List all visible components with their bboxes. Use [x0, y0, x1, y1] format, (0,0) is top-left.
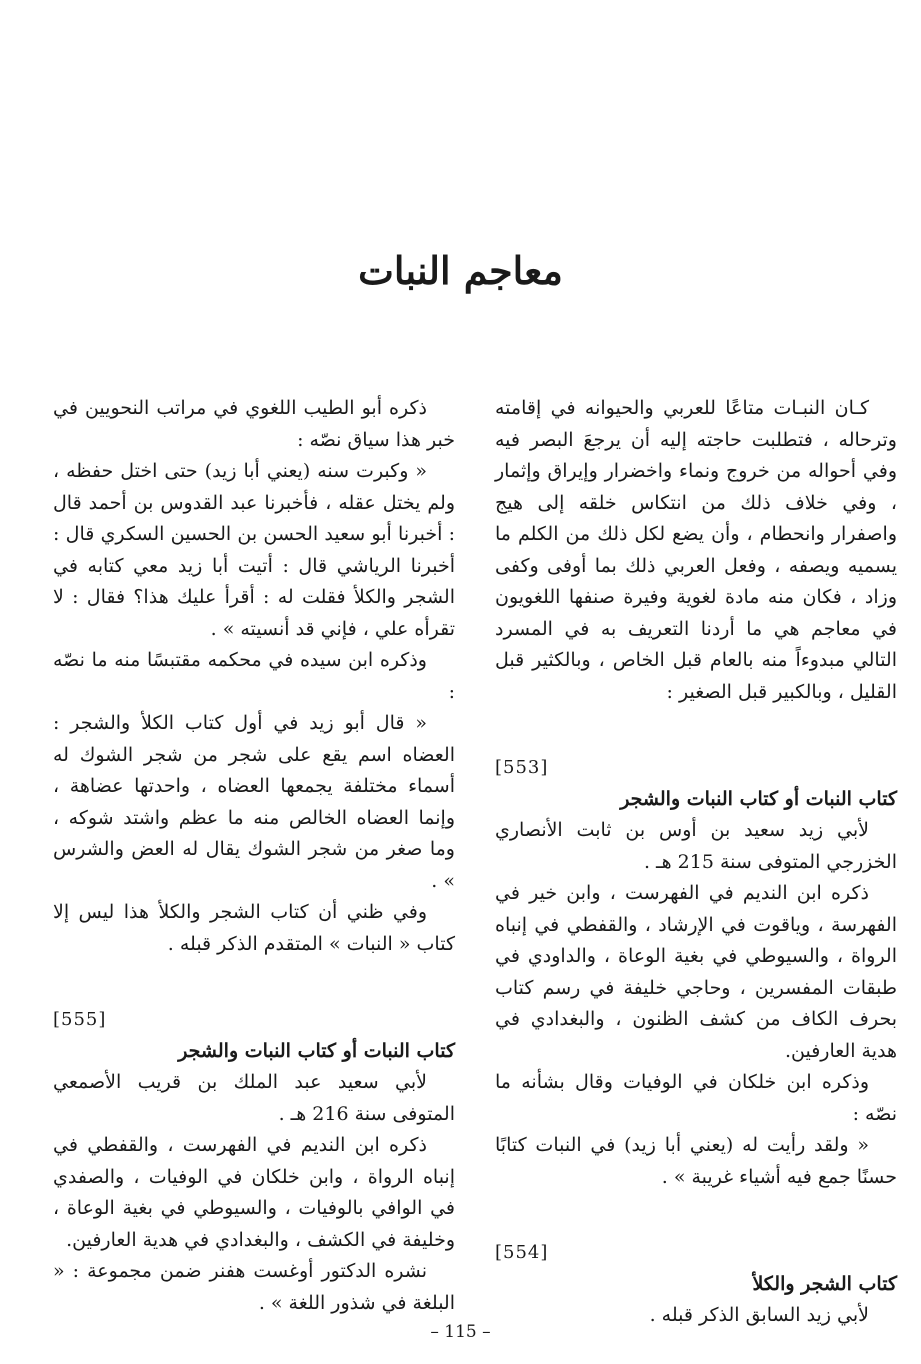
entry-author-555: لأبي سعيد عبد الملك بن قريب الأصمعي المتوفى سنة 216 هـ .: [53, 1071, 455, 1125]
entry-number-553: [553]: [495, 757, 549, 778]
entry-text-555-2: نشره الدكتور أوغست هفنر ضمن مجموعة : « البلغة في شذور اللغة » .: [53, 1260, 455, 1314]
intro-paragraph: كـان النبـات متاعًا للعربي والحيوانه في إقامته وترحاله ، فتطلبت حاجته إليه أن يرجعَ البصر فيه وفي أحواله من خروج ونماء واخضرار وإيراق وإثمار ، وفي خلاف ذلك من انتكاس خلقه إلى هيج واصفرار وانحطام ، وأن يضع لكل ذلك من الكلم ما يسميه ويصفه ، وفعل العربي ذلك بما أوفى وكفى وزاد ، فكان منه مادة لغوية وفيرة صنفها اللغويون في معاجم هي ما أردنا التعريف به في المسرد التالي مبدوءاً منه بالعام قبل الخاص ، وبالكثير قبل القليل ، وبالكبير قبل الصغير :: [495, 397, 897, 703]
entry-quote-553: « ولقد رأيت له (يعني أبا زيد) في النبات كتابًا حسنًا جمع فيه أشياء غريبة » .: [495, 1134, 897, 1188]
left-text-2: وذكره ابن سيده في محكمه مقتبسًا منه ما نصّه :: [53, 649, 455, 703]
entry-author-553: لأبي زيد سعيد بن أوس بن ثابت الأنصاري الخزرجي المتوفى سنة 215 هـ .: [495, 819, 897, 873]
left-column: [53, 393, 455, 1319]
entry-title-554: كتاب الشجر والكلأ: [752, 1272, 897, 1295]
entry-number-555: [555]: [53, 1009, 107, 1030]
left-quote-1: « وكبرت سنه (يعني أبا زيد) حتى اختل حفظه ، ولم يختل عقله ، فأخبرنا عبد القدوس بن أحمد قال : أخبرنا أبو سعيد الحسن بن الحسين السكري قال : أخبرنا الرياشي قال : أتيت أبا زيد معي كتابه في الشجر والكلأ فقلت له : أقرأ عليك هذا؟ فقال : لا تقرأه علي ، فإني قد أنسيته » .: [53, 460, 455, 640]
page-title: معاجم النبات: [358, 248, 563, 293]
entry-title-555: كتاب النبات أو كتاب النبات والشجر: [178, 1039, 455, 1062]
left-text-1: ذكره أبو الطيب اللغوي في مراتب النحويين في خبر هذا سياق نصّه :: [53, 397, 455, 451]
entry-author-554: لأبي زيد السابق الذكر قبله .: [649, 1304, 869, 1326]
right-column: [495, 393, 897, 1332]
entry-title-553: كتاب النبات أو كتاب النبات والشجر: [620, 787, 897, 810]
entry-number-554: [554]: [495, 1242, 549, 1263]
entry-text-553-1: ذكره ابن النديم في الفهرست ، وابن خير في الفهرسة ، وياقوت في الإرشاد ، والقفطي في إنباه الرواة ، والسيوطي في بغية الوعاة ، والداودي في طبقات المفسرين ، وحاجي خليفة في رسم كتاب بحرف الكاف من كشف الظنون ، والبغدادي في هدية العارفين.: [495, 882, 897, 1062]
entry-text-553-2: وذكره ابن خلكان في الوفيات وقال بشأنه ما نصّه :: [495, 1071, 897, 1125]
left-text-3: وفي ظني أن كتاب الشجر والكلأ هذا ليس إلا كتاب « النبات » المتقدم الذكر قبله .: [53, 901, 455, 955]
page-number: – 115 –: [430, 1322, 491, 1342]
left-quote-2: « قال أبو زيد في أول كتاب الكلأ والشجر : العضاه اسم يقع على شجر من شجر الشوك له أسماء مختلفة يجمعها العضاه ، واحدتها عضاهة ، وإنما العضاه الخالص منه ما عظم واشتد شوكه ، وما صغر من شجر الشوك يقال له العض والشرس » .: [53, 712, 455, 892]
entry-text-555-1: ذكره ابن النديم في الفهرست ، والقفطي في إنباه الرواة ، وابن خلكان في الوفيات ، والصفدي في الوافي بالوفيات ، والسيوطي في بغية الوعاة ، وخليفة في الكشف ، والبغدادي في هدية العارفين.: [53, 1134, 455, 1251]
